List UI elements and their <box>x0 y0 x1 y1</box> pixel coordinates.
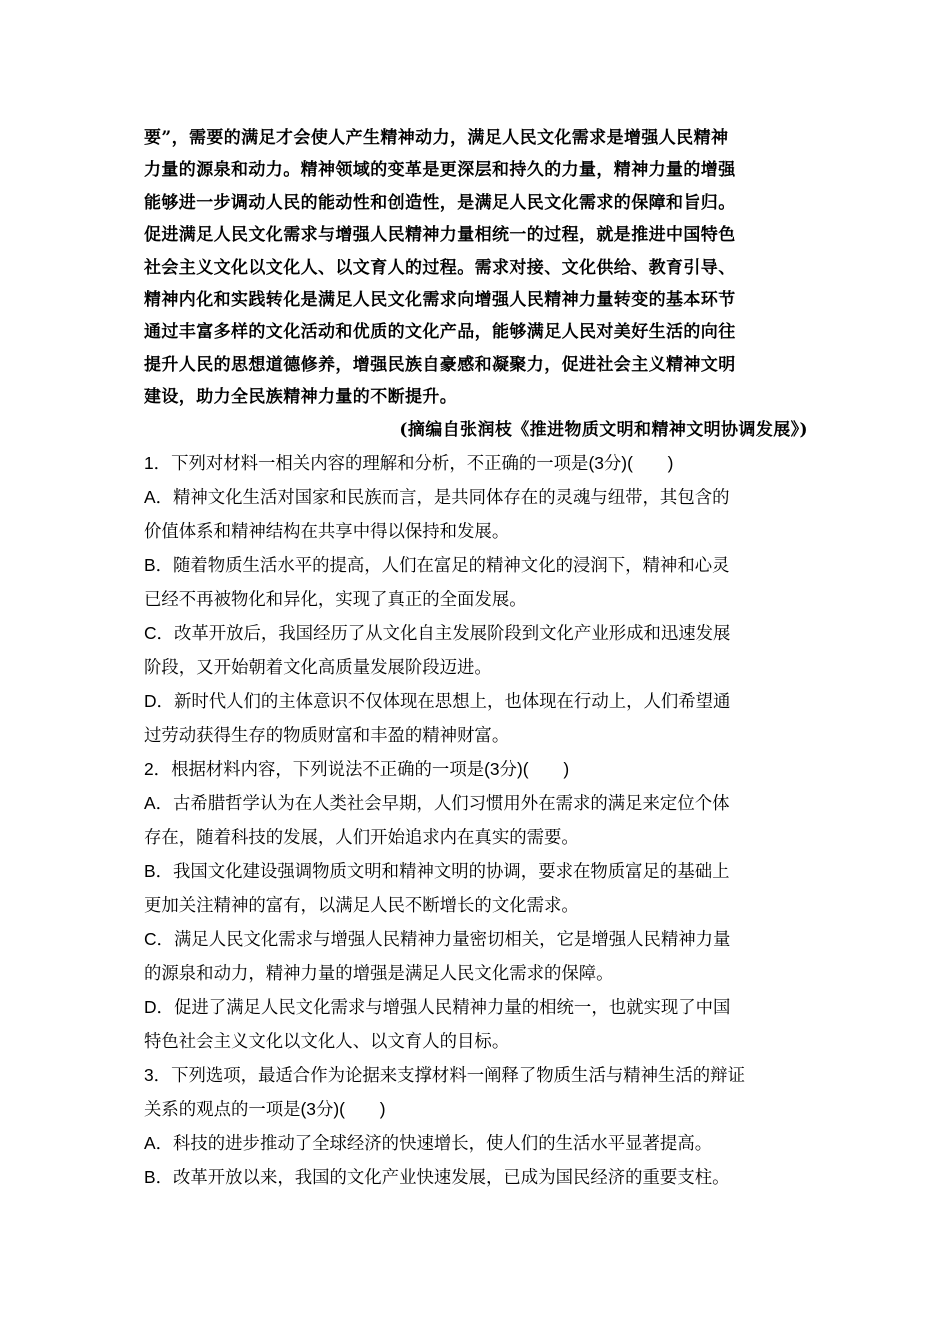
passage-source: (摘编自张润枝《推进物质文明和精神文明协调发展》) <box>399 419 808 440</box>
passage-line: 通过丰富多样的文化活动和优质的文化产品，能够满足人民对美好生活的向往 <box>144 322 736 343</box>
question-2 <box>144 752 808 1058</box>
passage-line: 要”，需要的满足才会使人产生精神动力，满足人民文化需求是增强人民精神 <box>144 128 729 148</box>
passage-line: 精神内化和实践转化是满足人民文化需求向增强人民精神力量转变的基本环节 <box>144 290 736 311</box>
passage <box>144 122 808 446</box>
option-b-cont: 更加关注精神的富有，以满足人民不断增长的文化需求。 <box>144 895 579 916</box>
option-d: D．促进了满足人民文化需求与增强人民精神力量的相统一，也就实现了中国 <box>144 997 731 1018</box>
question-1 <box>144 446 808 752</box>
passage-line: 促进满足人民文化需求与增强人民精神力量相统一的过程，就是推进中国特色 <box>144 225 736 246</box>
question-stem: 3．下列选项，最适合作为论据来支撑材料一阐释了物质生活与精神生活的辩证 <box>144 1065 745 1086</box>
passage-line: 力量的源泉和动力。精神领域的变革是更深层和持久的力量，精神力量的增强 <box>144 160 736 181</box>
option-a-cont: 价值体系和精神结构在共享中得以保持和发展。 <box>144 521 510 542</box>
question-stem: 1．下列对材料一相关内容的理解和分析，不正确的一项是(3分)( ) <box>144 453 674 474</box>
question-stem: 2．根据材料内容，下列说法不正确的一项是(3分)( ) <box>144 759 570 780</box>
option-c: C．满足人民文化需求与增强人民精神力量密切相关，它是增强人民精神力量 <box>144 929 731 950</box>
document-page <box>144 122 808 1194</box>
passage-line: 社会主义文化以文化人、以文育人的过程。需求对接、文化供给、教育引导、 <box>144 257 736 278</box>
option-c: C．改革开放后，我国经历了从文化自主发展阶段到文化产业形成和迅速发展 <box>144 623 731 644</box>
option-b: B．改革开放以来，我国的文化产业快速发展，已成为国民经济的重要支柱。 <box>144 1167 730 1188</box>
passage-line: 能够进一步调动人民的能动性和创造性，是满足人民文化需求的保障和旨归。 <box>144 192 736 213</box>
option-a: A．古希腊哲学认为在人类社会早期，人们习惯用外在需求的满足来定位个体 <box>144 793 730 814</box>
option-a: A．精神文化生活对国家和民族而言，是共同体存在的灵魂与纽带，其包含的 <box>144 487 730 508</box>
option-d-cont: 特色社会主义文化以文化人、以文育人的目标。 <box>144 1031 510 1052</box>
option-b: B．随着物质生活水平的提高，人们在富足的精神文化的浸润下，精神和心灵 <box>144 555 730 576</box>
option-d: D．新时代人们的主体意识不仅体现在思想上，也体现在行动上，人们希望通 <box>144 691 731 712</box>
passage-line: 建设，助力全民族精神力量的不断提升。 <box>144 387 458 408</box>
option-c-cont: 阶段，又开始朝着文化高质量发展阶段迈进。 <box>144 657 492 678</box>
option-c-cont: 的源泉和动力，精神力量的增强是满足人民文化需求的保障。 <box>144 963 614 984</box>
passage-line: 提升人民的思想道德修养，增强民族自豪感和凝聚力，促进社会主义精神文明 <box>144 354 736 375</box>
option-b-cont: 已经不再被物化和异化，实现了真正的全面发展。 <box>144 589 527 610</box>
question-stem-cont: 关系的观点的一项是(3分)( ) <box>144 1099 386 1120</box>
option-b: B．我国文化建设强调物质文明和精神文明的协调，要求在物质富足的基础上 <box>144 861 730 882</box>
option-a-cont: 存在，随着科技的发展，人们开始追求内在真实的需要。 <box>144 827 579 848</box>
question-3 <box>144 1058 808 1194</box>
option-a: A．科技的进步推动了全球经济的快速增长，使人们的生活水平显著提高。 <box>144 1133 713 1154</box>
questions <box>144 446 808 1194</box>
option-d-cont: 过劳动获得生存的物质财富和丰盈的精神财富。 <box>144 725 510 746</box>
